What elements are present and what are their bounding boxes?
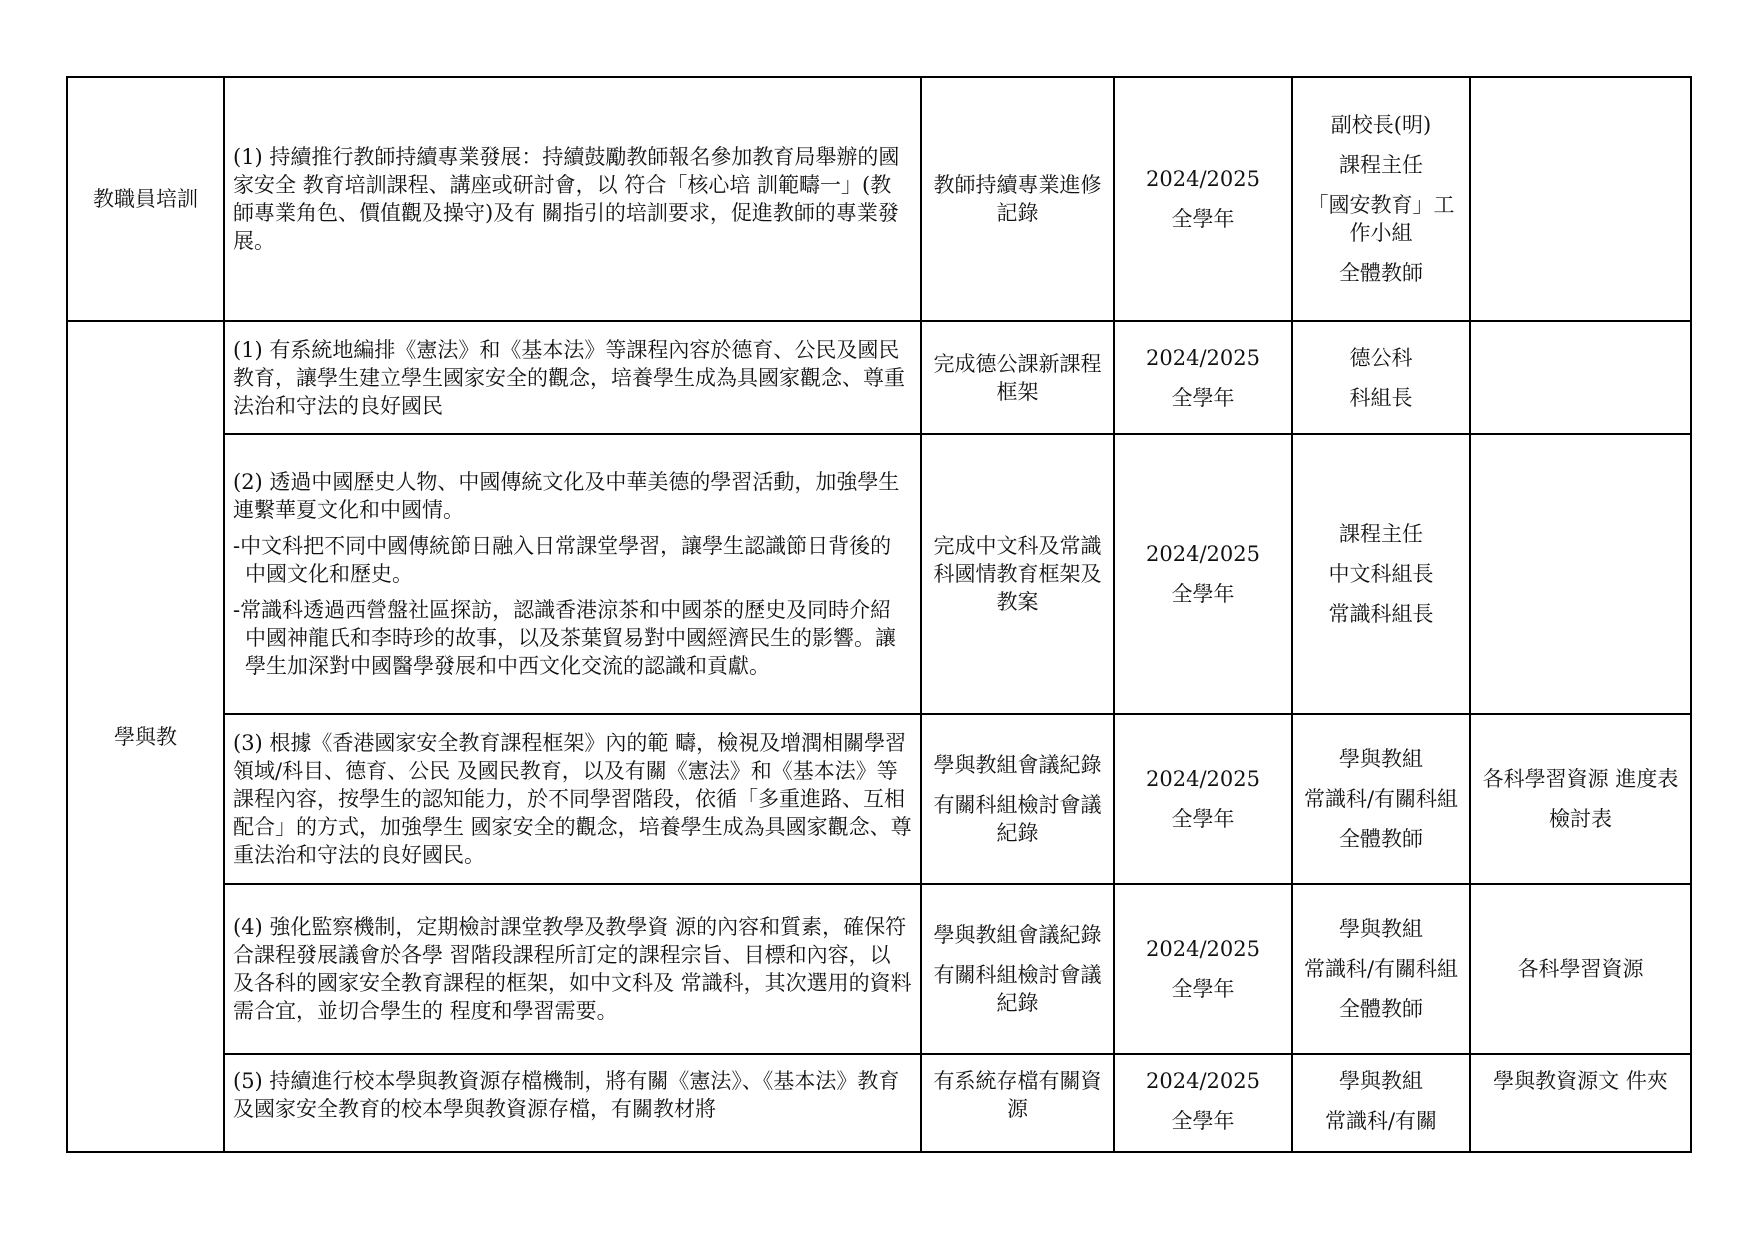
period-cell [1114,1054,1292,1152]
person-text: 全體教師 [1339,261,1423,285]
resource-cell [1470,1054,1691,1152]
resource-text: 檢討表 [1549,807,1612,831]
table-row [67,884,1691,1054]
person-cell [1292,434,1470,714]
person-text: 德公科 [1349,345,1413,370]
description-cell [224,1054,921,1152]
evidence-cell [921,77,1114,321]
person-text: 課程主任 [1339,153,1423,177]
person-text: 「國安教育」工作小組 [1307,193,1455,245]
table-row [67,714,1691,884]
person-text: 常識科/有關科組 [1303,957,1459,981]
evidence-text: 教師持續專業進修記錄 [933,173,1102,225]
description-text: (4) 強化監察機制，定期檢討課堂教學及教學資 源的內容和質素，確保符合課程發展議會於各學 習階段課程所訂定的課程宗旨、目標和內容，以 及各科的國家安全教育課程的框架，如中文科及 常識科，其次選用的資料需合宜，並切合學生的 程度和學習需要。 [233,915,912,1023]
period-cell [1114,434,1292,714]
evidence-text: 有關科組檢討會議紀錄 [933,793,1102,845]
description-cell [224,77,921,321]
person-text: 學與教組 [1339,1069,1423,1093]
table-row [67,1054,1691,1152]
resource-cell [1470,884,1691,1054]
period-year: 2024/2025 [1146,767,1260,791]
period-term: 全學年 [1171,207,1235,231]
evidence-text: 有關科組檢討會議紀錄 [933,963,1102,1015]
evidence-text: 完成德公課新課程框架 [933,351,1102,404]
evidence-cell [921,321,1114,434]
person-text: 中文科組長 [1328,562,1434,586]
period-year: 2024/2025 [1146,345,1260,370]
evidence-cell [921,1054,1114,1152]
plan-table [66,76,1692,1153]
evidence-cell [921,884,1114,1054]
category-cell: 學與教 [67,321,224,1152]
person-cell [1292,714,1470,884]
period-term: 全學年 [1171,807,1235,831]
resource-cell [1470,714,1691,884]
resource-cell [1470,321,1691,434]
person-cell [1292,884,1470,1054]
resource-text: 各科學習資源 [1517,957,1644,981]
person-text: 學與教組 [1339,917,1423,941]
description-bullet: -中文科把不同中國傳統節日融入日常課堂學習，讓學生認識節日背後的中國文化和歷史。 [233,534,892,586]
evidence-text: 學與教組會議紀錄 [933,753,1102,777]
description-text: (3) 根據《香港國家安全教育課程框架》內的範 疇，檢視及增潤相關學習領域/科目、德育、公民 及國民教育，以及有關《憲法》和《基本法》等 課程內容，按學生的認知能力，於不同學習階段，依循「多重進路、互相配合」的方式，加強學生 國家安全的觀念，培養學生成為具國家觀念、尊 重法治和守法的良好國民。 [233,731,912,867]
description-cell [224,434,921,714]
period-term: 全學年 [1171,385,1235,410]
evidence-cell [921,434,1114,714]
period-cell [1114,321,1292,434]
resource-cell [1470,77,1691,321]
person-text: 副校長(明) [1330,113,1432,137]
description-text: (1) 持續推行教師持續專業發展：持續鼓勵教師報名參加教育局舉辦的國家安全 教育培訓課程、講座或研討會，以 符合「核心培 訓範疇一」(教師專業角色、價值觀及操守)及有 關指引的培訓要求，促進教師的專業發展。 [233,145,900,253]
description-text: (1) 有系統地編排《憲法》和《基本法》等課程內容於德育、公民及國民教育，讓學生建立學生國家安全的觀念，培養學生成為具國家觀念、尊重法治和守法的良好國民 [233,337,905,418]
period-cell [1114,884,1292,1054]
person-text: 全體教師 [1339,997,1423,1021]
person-text: 課程主任 [1339,522,1423,546]
person-cell [1292,1054,1470,1152]
person-cell [1292,77,1470,321]
period-year: 2024/2025 [1146,937,1260,961]
period-term: 全學年 [1171,582,1235,606]
evidence-text: 學與教組會議紀錄 [933,923,1102,947]
person-text: 常識科/有關科組 [1303,787,1459,811]
description-cell [224,884,921,1054]
description-cell [224,714,921,884]
period-year: 2024/2025 [1146,542,1260,566]
period-year: 2024/2025 [1146,1069,1260,1093]
period-year: 2024/2025 [1146,167,1260,191]
person-text: 全體教師 [1339,827,1423,851]
table-row [67,321,1691,434]
category-cell: 教職員培訓 [67,77,224,321]
resource-cell [1470,434,1691,714]
person-text: 學與教組 [1339,747,1423,771]
description-text: (5) 持續進行校本學與教資源存檔機制，將有關《憲法》、《基本法》教育及國家安全教育的校本學與教資源存檔，有關教材將 [233,1069,900,1121]
period-cell [1114,77,1292,321]
evidence-text: 完成中文科及常識科國情教育框架及教案 [933,534,1102,614]
resource-text: 學與教資源文 件夾 [1493,1069,1668,1093]
description-bullet: -常識科透過西營盤社區探訪，認識香港涼茶和中國茶的歷史及同時介紹中國神龍氏和李時珍的故事，以及茶葉貿易對中國經濟民生的影響。讓學生加深對中國醫學發展和中西文化交流的認識和貢獻。 [233,598,896,678]
evidence-text: 有系統存檔有關資源 [933,1069,1102,1121]
table-row [67,77,1691,321]
person-text: 常識科組長 [1328,602,1434,626]
description-text: (2) 透過中國歷史人物、中國傳統文化及中華美德的學習活動，加強學生連繫華夏文化和中國情。 [233,470,900,522]
resource-text: 各科學習資源 進度表 [1482,767,1679,791]
description-cell [224,321,921,434]
period-term: 全學年 [1171,1109,1235,1133]
table-row [67,434,1691,714]
period-term: 全學年 [1171,977,1235,1001]
person-text: 科組長 [1349,385,1413,410]
evidence-cell [921,714,1114,884]
period-cell [1114,714,1292,884]
person-text: 常識科/有關 [1324,1109,1438,1133]
person-cell [1292,321,1470,434]
